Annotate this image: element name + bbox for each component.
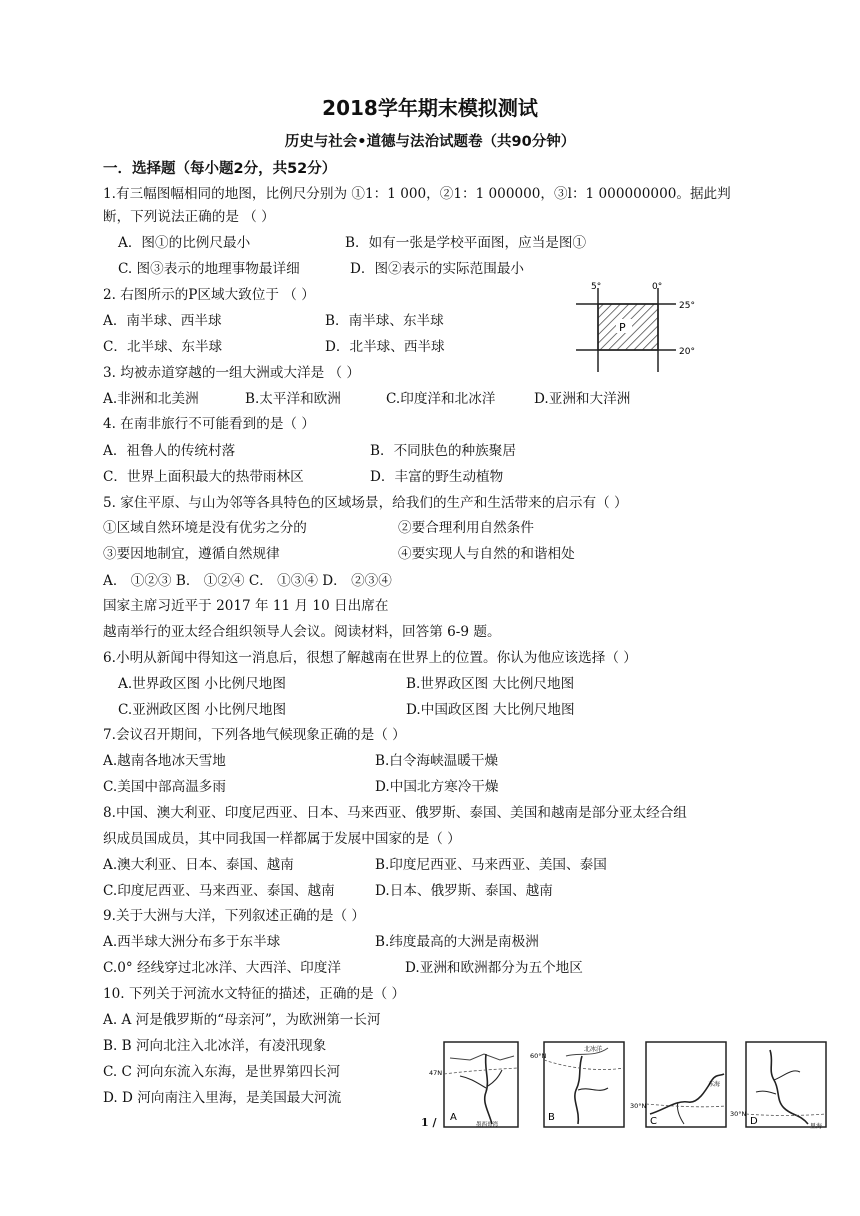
p-region-label: P [619, 321, 626, 334]
exam-subtitle: 历史与社会•道德与法治试题卷（共90分钟） [284, 134, 576, 150]
q1-option-c: C. 图③表示的地理事物最详细 [118, 261, 300, 277]
q2-stem: 2. 右图所示的P区域大致位于 （ ） [103, 287, 315, 303]
q8-stem-line2: 织成员国成员，其中同我国一样都属于发展中国家的是（ ） [103, 831, 461, 847]
q4-option-b: B．不同肤色的种族聚居 [370, 443, 516, 459]
svg-text:30°N: 30°N [630, 1102, 647, 1110]
svg-text:墨西哥湾: 墨西哥湾 [476, 1122, 499, 1128]
q10-stem: 10. 下列关于河流水文特征的描述，正确的是（ ） [103, 986, 406, 1002]
svg-text:东海: 东海 [708, 1081, 721, 1088]
q3-option-d: D.亚洲和大洋洲 [534, 391, 631, 407]
svg-text:30°N: 30°N [730, 1110, 747, 1118]
q6-option-b: B.世界政区图 大比例尺地图 [406, 676, 575, 692]
q3-option-c: C.印度洋和北冰洋 [386, 391, 496, 407]
lon-right-label: 0° [652, 282, 663, 292]
q8-option-c: C.印度尼西亚、马来西亚、泰国、越南 [103, 883, 335, 899]
q8-stem-line1: 8.中国、澳大利亚、印度尼西亚、日本、马来西亚、俄罗斯、泰国、美国和越南是部分亚太经合组 [103, 805, 687, 821]
q7-stem: 7.会议召开期间，下列各地气候现象正确的是（ ） [103, 727, 406, 743]
map-d-letter: D [750, 1116, 758, 1127]
map-a-letter: A [450, 1112, 457, 1123]
section-heading: 一．选择题（每小题2分，共52分） [103, 161, 337, 177]
q5-stem: 5. 家住平原、与山为邻等各具特色的区域场景，给我们的生产和生活带来的启示有（ ） [103, 495, 628, 511]
q5-statement-2: ②要合理利用自然条件 [398, 520, 534, 536]
q7-option-c: C.美国中部高温多雨 [103, 779, 226, 795]
q3-option-a: A.非洲和北美洲 [103, 391, 199, 407]
page-number: 1 / [421, 1116, 437, 1129]
q3-option-b: B.太平洋和欧洲 [245, 391, 341, 407]
q1-stem-line2: 断，下列说法正确的是 （ ） [103, 209, 275, 225]
svg-text:60°N: 60°N [530, 1052, 547, 1060]
svg-text:北冰洋: 北冰洋 [584, 1046, 603, 1053]
q8-option-a: A.澳大利亚、日本、泰国、越南 [103, 857, 294, 873]
q10-option-d: D. D 河向南注入里海，是美国最大河流 [103, 1090, 342, 1106]
q2-option-a: A．南半球、西半球 [103, 313, 222, 329]
lat-bottom-label: 20° [679, 347, 695, 357]
q4-option-a: A．祖鲁人的传统村落 [103, 443, 236, 459]
q10-option-a: A. A 河是俄罗斯的“母亲河”，为欧洲第一长河 [103, 1012, 381, 1028]
river-map-b [530, 1038, 628, 1130]
q6-option-d: D.中国政区图 大比例尺地图 [406, 702, 575, 718]
q5-statement-3: ③要因地制宜，遵循自然规律 [103, 546, 280, 562]
q10-option-c: C. C 河向东流入东海，是世界第四长河 [103, 1064, 341, 1080]
q2-option-c: C．北半球、东半球 [103, 339, 223, 355]
q7-option-b: B.白令海峡温暖干燥 [375, 753, 499, 769]
q2-option-b: B．南半球、东半球 [325, 313, 444, 329]
exam-title: 2018学年期末模拟测试 [322, 96, 538, 120]
q4-stem: 4. 在南非旅行不可能看到的是（ ） [103, 416, 315, 432]
q1-option-d: D．图②表示的实际范围最小 [350, 261, 525, 277]
map-b-letter: B [548, 1112, 555, 1123]
q7-option-d: D.中国北方寒冷干燥 [375, 779, 499, 795]
q4-option-c: C．世界上面积最大的热带雨林区 [103, 469, 304, 485]
river-map-a [429, 1040, 520, 1130]
q9-option-a: A.西半球大洲分布多于东半球 [103, 934, 281, 950]
q6-stem: 6.小明从新闻中得知这一消息后，很想了解越南在世界上的位置。你认为他应该选择（ ） [103, 650, 637, 666]
svg-text:里海: 里海 [810, 1123, 823, 1130]
q8-option-d: D.日本、俄罗斯、泰国、越南 [375, 883, 553, 899]
svg-text:47N: 47N [429, 1069, 443, 1077]
map-c-letter: C [650, 1116, 657, 1127]
q6-option-a: A.世界政区图 小比例尺地图 [118, 676, 286, 692]
q8-option-b: B.印度尼西亚、马来西亚、美国、泰国 [375, 857, 607, 873]
q2-option-d: D．北半球、西半球 [325, 339, 445, 355]
material-line1: 国家主席习近平于 2017 年 11 月 10 日出席在 [103, 598, 389, 614]
q4-option-d: D．丰富的野生动植物 [370, 469, 504, 485]
q7-option-a: A.越南各地冰天雪地 [103, 753, 226, 769]
q1-stem-line1: 1.有三幅图幅相同的地图，比例尺分别为 ①1：1 000，②1：1 000000，③l：1 000000000。据此判 [103, 186, 731, 202]
q5-options: A． ①②③ B． ①②④ C． ①③④ D． ②③④ [103, 573, 392, 589]
q10-option-b: B. B 河向北注入北冰洋，有凌汛现象 [103, 1038, 327, 1054]
q1-option-a: A．图①的比例尺最小 [118, 235, 251, 251]
q9-stem: 9.关于大洲与大洋，下列叙述正确的是（ ） [103, 908, 365, 924]
q9-option-d: D.亚洲和欧洲都分为五个地区 [405, 960, 583, 976]
river-map-d [730, 1040, 830, 1130]
q1-option-b: B．如有一张是学校平面图，应当是图① [345, 235, 587, 251]
lat-top-label: 25° [679, 301, 695, 311]
lat-long-grid-figure [576, 280, 704, 372]
q5-statement-4: ④要实现人与自然的和谐相处 [398, 546, 575, 562]
river-map-c [630, 1040, 730, 1130]
q9-option-c: C.0° 经线穿过北冰洋、大西洋、印度洋 [103, 960, 341, 976]
q5-statement-1: ①区域自然环境是没有优劣之分的 [103, 520, 307, 536]
q3-stem: 3. 均被赤道穿越的一组大洲或大洋是 （ ） [103, 365, 361, 381]
material-line2: 越南举行的亚太经合组织领导人会议。阅读材料，回答第 6-9 题。 [103, 624, 501, 640]
lon-left-label: 5° [591, 282, 602, 292]
q6-option-c: C.亚洲政区图 小比例尺地图 [118, 702, 287, 718]
q9-option-b: B.纬度最高的大洲是南极洲 [375, 934, 539, 950]
